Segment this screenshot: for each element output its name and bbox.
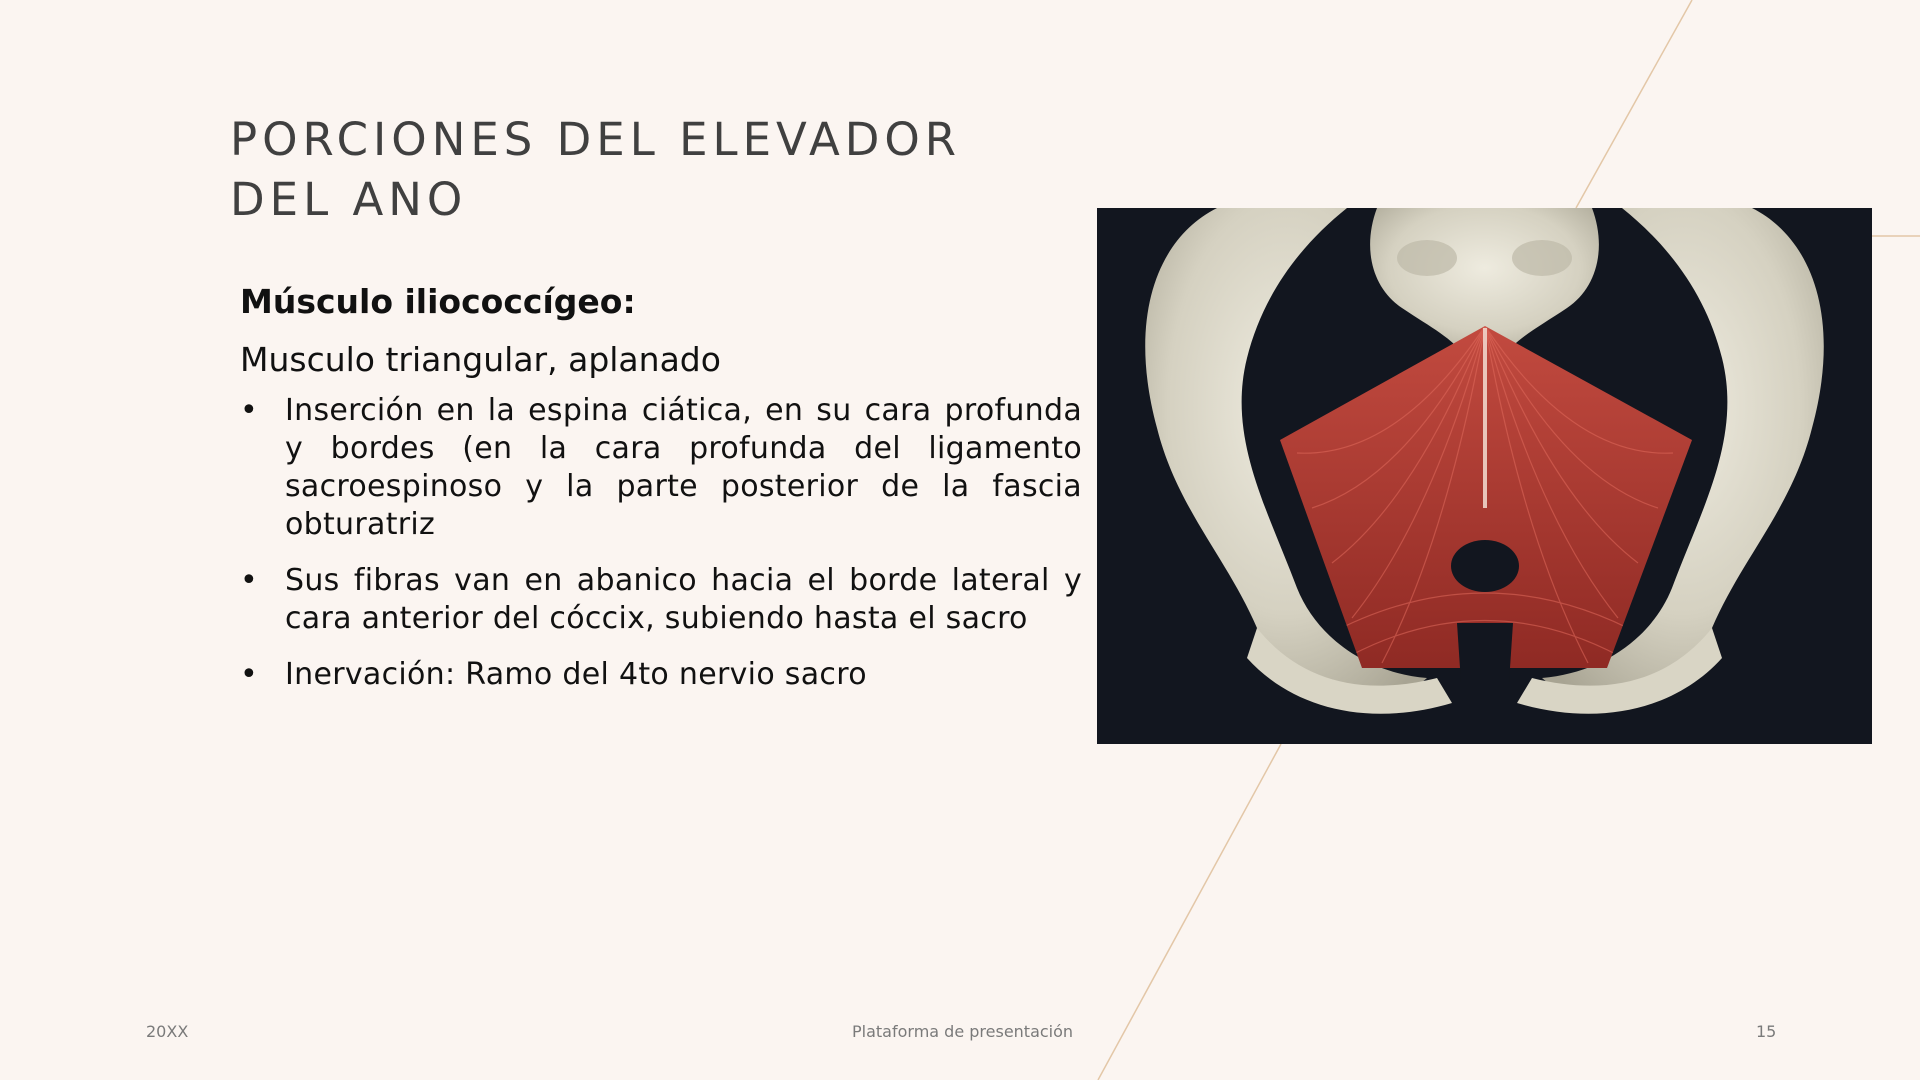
slide-title: [230, 110, 1050, 230]
diagonal-line-upper: [1576, 0, 1692, 208]
bullet-item: [240, 656, 1082, 694]
bullet-list: [240, 392, 1082, 694]
muscle-subtitle: Músculo iliococcígeo:: [240, 282, 636, 321]
bullet-text: Sus fibras van en abanico hacia el borde lateral y cara anterior del cóccix, subiendo hasta el sacro: [285, 563, 1082, 636]
bullet-item: [240, 392, 1082, 544]
bullet-item: [240, 562, 1082, 638]
slide-title-line-1: PORCIONES DEL ELEVADOR: [230, 113, 962, 166]
content-body: [240, 280, 1082, 712]
footer-date: 20XX: [146, 1022, 189, 1041]
bullet-text: Inervación: Ramo del 4to nervio sacro: [285, 657, 867, 692]
bullet-dot: •: [240, 657, 258, 692]
bullet-dot: •: [240, 393, 258, 428]
bullet-dot: •: [240, 563, 258, 598]
bullet-text: Inserción en la espina ciática, en su cara profunda y bordes (en la cara profunda del ligamento sacroespinoso y la parte posterior de la fascia obturatriz: [285, 393, 1082, 542]
lead-text: Musculo triangular, aplanado: [240, 340, 721, 379]
diagonal-line-lower: [1098, 744, 1281, 1080]
footer-page-number: 15: [1756, 1022, 1777, 1041]
footer-presenter: Plataforma de presentación: [852, 1022, 1074, 1041]
pelvis-image: [1097, 208, 1872, 744]
slide-title-line-2: DEL ANO: [230, 173, 468, 226]
pelvis-muscle-illustration-icon: [1097, 208, 1872, 744]
anal-hiatus: [1451, 540, 1519, 592]
